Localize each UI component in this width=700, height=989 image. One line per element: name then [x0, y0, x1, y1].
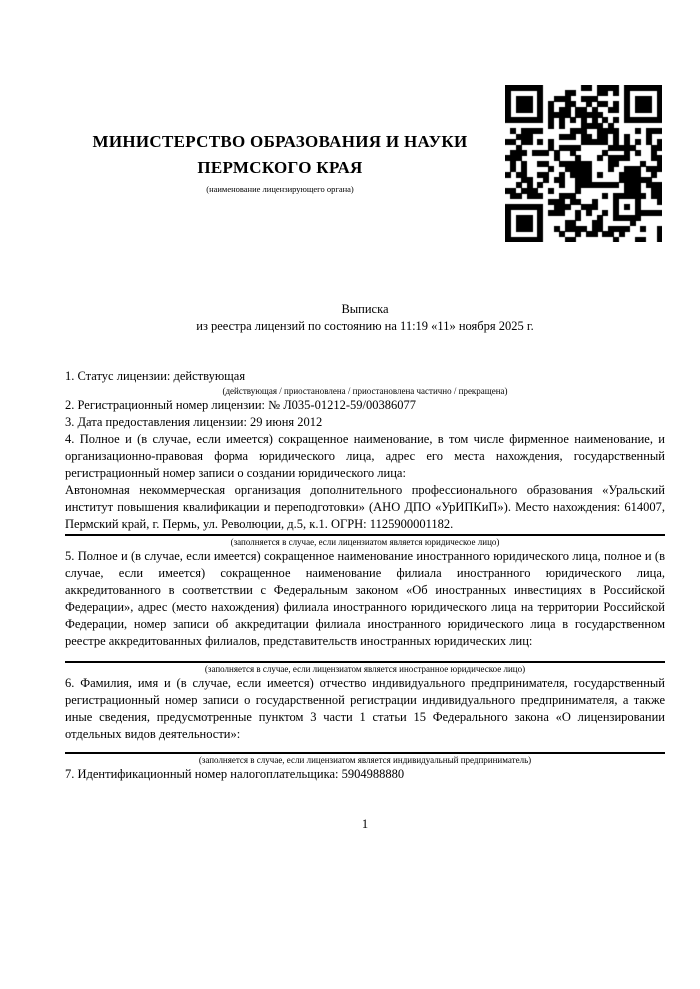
item-legal-entity-label: 4. Полное и (в случае, если имеется) сокращенное наименование, в том числе фирменное наименование, и организационно-правовая форма юридического лица, адрес его места нахождения, государственный регистрационный номер записи о создании юридического лица:: [65, 432, 665, 480]
item-individual-label: 6. Фамилия, имя и (в случае, если имеется) отчество индивидуального предпринимателя, государственный регистрационный номер записи о государственной регистрации индивидуального предпринимателя, а также иные сведения, предусмотренные пунктом 3 части 1 статьи 15 Федерального закона «О лицензировании отдельных видов деятельности»:: [65, 676, 665, 741]
item-legal-entity-value: Автономная некоммерческая организация дополнительного профессионального образования «Уральский институт повышения квалификации и переподготовки» (АНО ДПО «УрИПКиП»). Место нахождения: 614007, Пермский край, г. Пермь, ул. Революции, д.5, к.1. ОГРН: 1125900001182.: [65, 483, 665, 531]
qr-code: [505, 85, 662, 242]
item-registration-number: 2. Регистрационный номер лицензии: № Л035-01212-59/00386077: [65, 398, 416, 412]
ministry-caption: (наименование лицензирующего органа): [206, 184, 354, 194]
ministry-header: [65, 129, 495, 194]
ministry-name: [65, 129, 495, 181]
item-license-status: 1. Статус лицензии: действующая: [65, 369, 246, 383]
doc-title: Выписка: [341, 302, 389, 316]
ministry-name-line1: МИНИСТЕРСТВО ОБРАЗОВАНИЯ И НАУКИ: [92, 132, 468, 151]
doc-subtitle: из реестра лицензий по состоянию на 11:19 «11» ноября 2025 г.: [196, 319, 534, 333]
item-grant-date: 3. Дата предоставления лицензии: 29 июня 2012: [65, 415, 323, 429]
page-number: 1: [361, 817, 369, 831]
ministry-name-line2: ПЕРМСКОГО КРАЯ: [197, 158, 363, 177]
document-body: [65, 368, 665, 833]
item-taxpayer-number: 7. Идентификационный номер налогоплательщика: 5904988880: [65, 767, 405, 781]
doc-title-block: [65, 301, 665, 335]
individual-caption: (заполняется в случае, если лицензиатом является индивидуальный предприниматель): [198, 755, 532, 765]
item-foreign-entity-label: 5. Полное и (в случае, если имеется) сокращенное наименование иностранного юридического лица, полное и (в случае, если имеется) сокращенное наименование филиала иностранного юридического лица, аккредитованного в соответствии с Федеральным законом «Об иностранных инвестициях в Российской Федерации», адрес (место нахождения) филиала иностранного юридического лица на территории Российской Федерации, номер записи об аккредитации филиала иностранного юридического лица в государственном реестре аккредитованных филиалов, представительств иностранных юридических лиц:: [65, 549, 665, 648]
legal-entity-caption: (заполняется в случае, если лицензиатом является юридическое лицо): [230, 537, 500, 547]
license-status-options-caption: (действующая / приостановлена / приостановлена частично / прекращена): [222, 386, 508, 396]
foreign-entity-caption: (заполняется в случае, если лицензиатом является иностранное юридическое лицо): [204, 664, 526, 674]
